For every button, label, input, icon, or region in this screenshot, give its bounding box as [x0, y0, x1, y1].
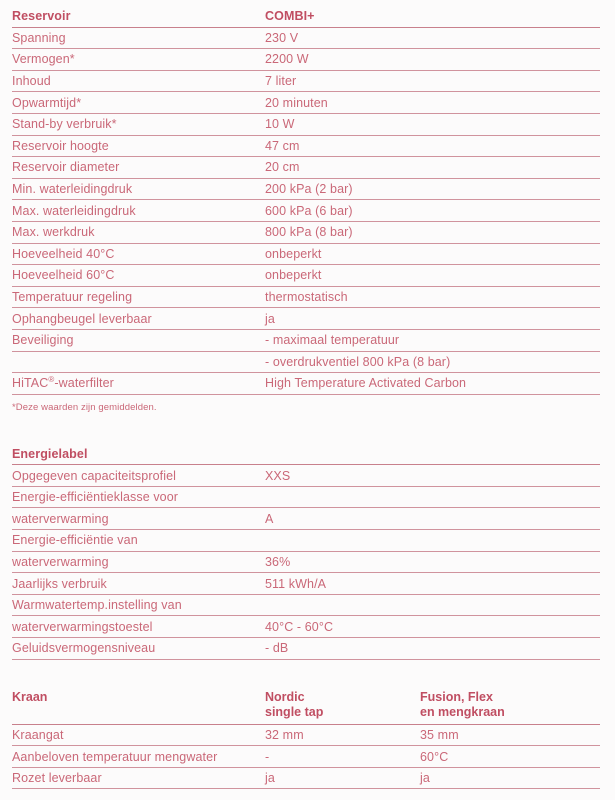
label-cell: Beveiliging	[12, 333, 74, 348]
label-cell: waterverwarmingstoestel	[12, 619, 153, 634]
energielabel-rows	[12, 465, 600, 659]
label-cell: Geluidsvermogensniveau	[12, 641, 156, 656]
label-cell: Energie-efficiëntie van	[12, 533, 138, 548]
table-row	[12, 487, 600, 509]
value-cell: 230 V	[265, 30, 299, 45]
table-row	[12, 244, 600, 266]
value-cell: - dB	[265, 641, 289, 656]
table-row	[12, 287, 600, 309]
label-cell: Hoeveelheid 60°C	[12, 268, 115, 283]
label-cell: waterverwarming	[12, 554, 109, 569]
value-cell: 20 cm	[265, 160, 300, 175]
table-row	[12, 616, 600, 638]
column-header-nordic	[265, 690, 420, 721]
section-title: Energielabel	[12, 446, 88, 461]
label-cell: Hoeveelheid 40°C	[12, 246, 115, 261]
table-row	[12, 179, 600, 201]
value-cell: onbeperkt	[265, 268, 322, 283]
table-row	[12, 465, 600, 487]
value-cell: 10 W	[265, 117, 295, 132]
value-cell: A	[265, 511, 274, 526]
fusion-cell: 35 mm	[420, 727, 459, 742]
table-row	[12, 746, 600, 768]
value-cell: 40°C - 60°C	[265, 619, 334, 634]
label-cell: Opgegeven capaciteitsprofiel	[12, 468, 177, 483]
kraan-table	[12, 687, 600, 790]
table-row	[12, 768, 600, 790]
table-row	[12, 136, 600, 158]
label-cell: Spanning	[12, 30, 66, 45]
table-row	[12, 552, 600, 574]
table-row	[12, 71, 600, 93]
label-cell: Aanbeloven temperatuur mengwater	[12, 749, 218, 764]
label-cell: Reservoir hoogte	[12, 138, 109, 153]
table-row	[12, 352, 600, 374]
label-cell: Inhoud	[12, 74, 51, 89]
label-cell: Warmwatertemp.instelling van	[12, 598, 182, 613]
label-cell: Temperatuur regeling	[12, 290, 133, 305]
label-cell: Stand-by verbruik*	[12, 117, 117, 132]
value-cell: XXS	[265, 468, 291, 483]
label-cell: Max. waterleidingdruk	[12, 203, 136, 218]
table-row	[12, 49, 600, 71]
nordic-cell: ja	[265, 771, 275, 786]
energielabel-table	[12, 444, 600, 660]
label-cell: Rozet leverbaar	[12, 771, 102, 786]
value-cell: - overdrukventiel 800 kPa (8 bar)	[265, 354, 451, 369]
value-cell: thermostatisch	[265, 290, 348, 305]
reservoir-rows	[12, 28, 600, 395]
value-cell: 7 liter	[265, 74, 297, 89]
table-row	[12, 330, 600, 352]
table-row	[12, 595, 600, 617]
table-row	[12, 114, 600, 136]
spec-sheet	[12, 0, 600, 789]
value-cell: - maximaal temperatuur	[265, 333, 400, 348]
value-cell: ja	[265, 311, 275, 326]
label-cell: Reservoir diameter	[12, 160, 120, 175]
kraan-table-header	[12, 687, 600, 725]
table-row	[12, 157, 600, 179]
value-cell: 800 kPa (8 bar)	[265, 225, 353, 240]
fusion-cell: 60°C	[420, 749, 449, 764]
footnote: *Deze waarden zijn gemiddelden.	[12, 401, 157, 413]
column-header-line: en mengkraan	[420, 705, 505, 720]
fusion-cell: ja	[420, 771, 430, 786]
value-cell: 47 cm	[265, 138, 300, 153]
table-row	[12, 28, 600, 50]
value-cell: 20 minuten	[265, 95, 328, 110]
reservoir-table	[12, 6, 600, 413]
nordic-cell: -	[265, 749, 270, 764]
energielabel-table-header	[12, 444, 600, 466]
label-cell: Ophangbeugel leverbaar	[12, 311, 152, 326]
label-cell: Opwarmtijd*	[12, 95, 82, 110]
table-row	[12, 373, 600, 395]
column-header-line: Nordic	[265, 689, 305, 704]
nordic-cell: 32 mm	[265, 727, 304, 742]
label-cell: Energie-efficiëntieklasse voor	[12, 490, 179, 505]
value-cell: High Temperature Activated Carbon	[265, 376, 467, 391]
table-row	[12, 308, 600, 330]
section-title: Kraan	[12, 689, 48, 704]
product-name: COMBI+	[265, 9, 315, 24]
label-cell: Vermogen*	[12, 52, 75, 67]
table-row	[12, 725, 600, 747]
table-row	[12, 222, 600, 244]
label-cell: Max. werkdruk	[12, 225, 95, 240]
value-cell: 600 kPa (6 bar)	[265, 203, 353, 218]
value-cell: 36%	[265, 554, 291, 569]
label-cell: HiTAC®-waterfilter	[12, 375, 114, 391]
value-cell: 2200 W	[265, 52, 309, 67]
table-row	[12, 265, 600, 287]
section-gap	[12, 660, 600, 687]
column-header-fusion	[420, 690, 600, 721]
reservoir-table-header	[12, 6, 600, 28]
section-gap	[12, 413, 600, 444]
table-row	[12, 508, 600, 530]
table-row	[12, 92, 600, 114]
table-row	[12, 200, 600, 222]
label-cell: waterverwarming	[12, 511, 109, 526]
value-cell: 511 kWh/A	[265, 576, 327, 591]
label-cell: Kraangat	[12, 727, 64, 742]
column-header-line: single tap	[265, 705, 324, 720]
table-row	[12, 573, 600, 595]
section-title: Reservoir	[12, 9, 71, 24]
label-cell: Jaarlijks verbruik	[12, 576, 107, 591]
table-row	[12, 530, 600, 552]
column-header-line: Fusion, Flex	[420, 689, 493, 704]
value-cell: 200 kPa (2 bar)	[265, 182, 353, 197]
table-row	[12, 638, 600, 660]
kraan-rows	[12, 725, 600, 790]
value-cell: onbeperkt	[265, 246, 322, 261]
label-cell: Min. waterleidingdruk	[12, 182, 133, 197]
